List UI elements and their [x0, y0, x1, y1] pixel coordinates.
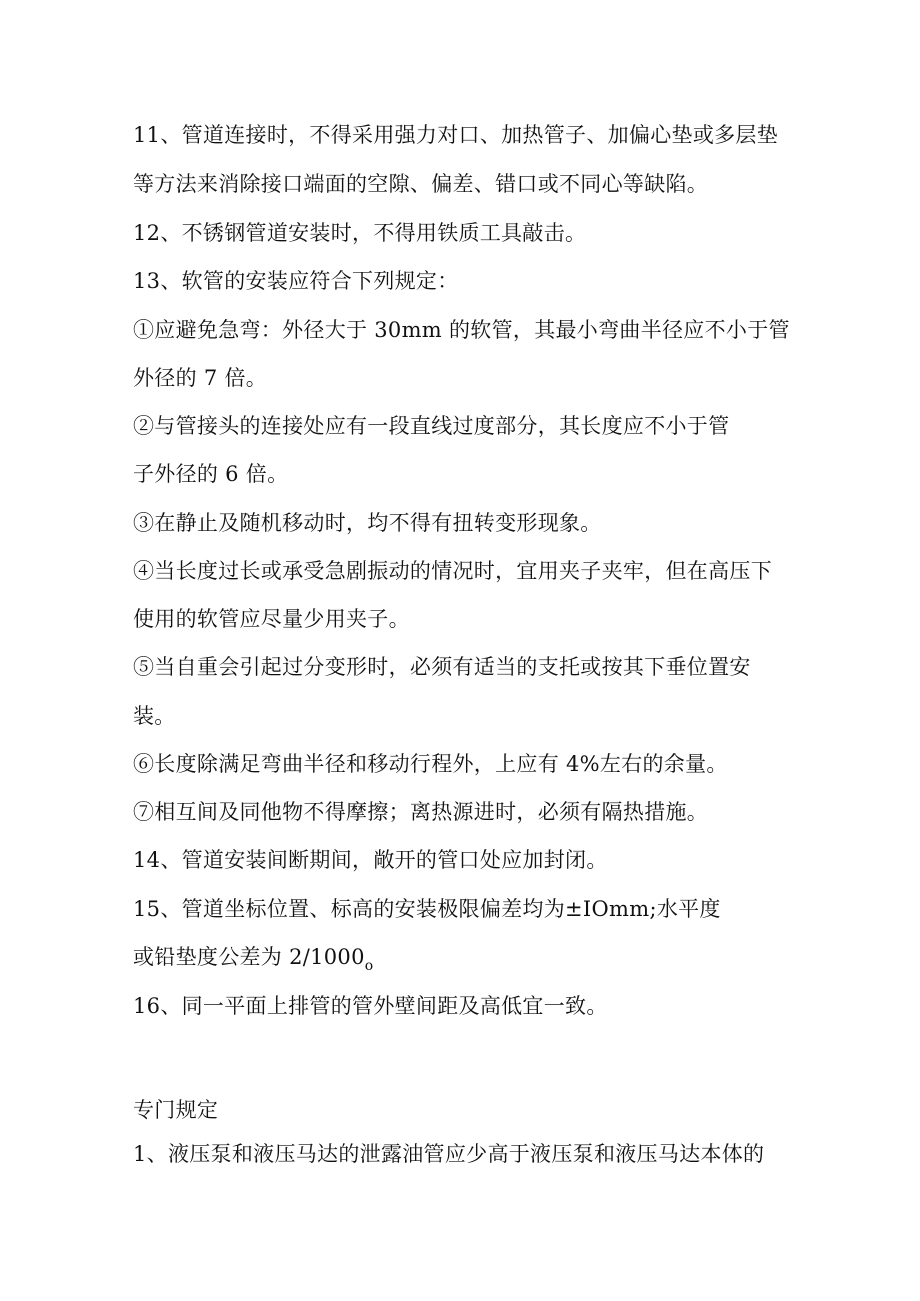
text-line: ②与管接头的连接处应有一段直线过度部分，其长度应不小于管 — [133, 414, 730, 438]
text-line: 1、液压泵和液压马达的泄露油管应少高于液压泵和液压马达本体的 — [133, 1142, 765, 1166]
section-heading: 专门规定 — [133, 1098, 219, 1122]
text-line — [133, 943, 374, 980]
text-line: 子外径的 6 倍。 — [133, 462, 289, 486]
text-line: ③在静止及随机移动时，均不得有扭转变形现象。 — [133, 511, 602, 535]
text-line: 使用的软管应尽量少用夹子。 — [133, 607, 410, 631]
text-line-main: 或铅垫度公差为 2/1000 — [133, 945, 365, 969]
text-line: 15、管道坐标位置、标高的安装极限偏差均为±IOmm;水平度 — [133, 897, 721, 921]
text-line: 外径的 7 倍。 — [133, 366, 268, 390]
text-line: 12、不锈钢管道安装时，不得用铁质工具敲击。 — [133, 221, 587, 245]
text-line: 11、管道连接时，不得采用强力对口、加热管子、加偏心垫或多层垫 — [133, 123, 779, 147]
text-line: ①应避免急弯：外径大于 30mm 的软管，其最小弯曲半径应不小于管 — [133, 318, 790, 342]
text-line: ④当长度过长或承受急剧振动的情况时，宜用夹子夹牢，但在高压下 — [133, 559, 772, 583]
text-line-subscript: o — [364, 958, 374, 974]
text-line: 装。 — [133, 704, 176, 728]
text-line: 等方法来消除接口端面的空隙、偏差、错口或不同心等缺陷。 — [133, 172, 709, 196]
text-line: ⑦相互间及同他物不得摩擦；离热源进时，必须有隔热措施。 — [133, 800, 709, 824]
text-line: 16、同一平面上排管的管外壁间距及高低宜一致。 — [133, 994, 608, 1018]
text-line: ⑥长度除满足弯曲半径和移动行程外，上应有 4%左右的余量。 — [133, 752, 728, 776]
text-line: ⑤当自重会引起过分变形时，必须有适当的支托或按其下垂位置安 — [133, 655, 751, 679]
text-line: 14、管道安装间断期间，敞开的管口处应加封闭。 — [133, 848, 608, 872]
text-line: 13、软管的安装应符合下列规定： — [133, 269, 459, 293]
